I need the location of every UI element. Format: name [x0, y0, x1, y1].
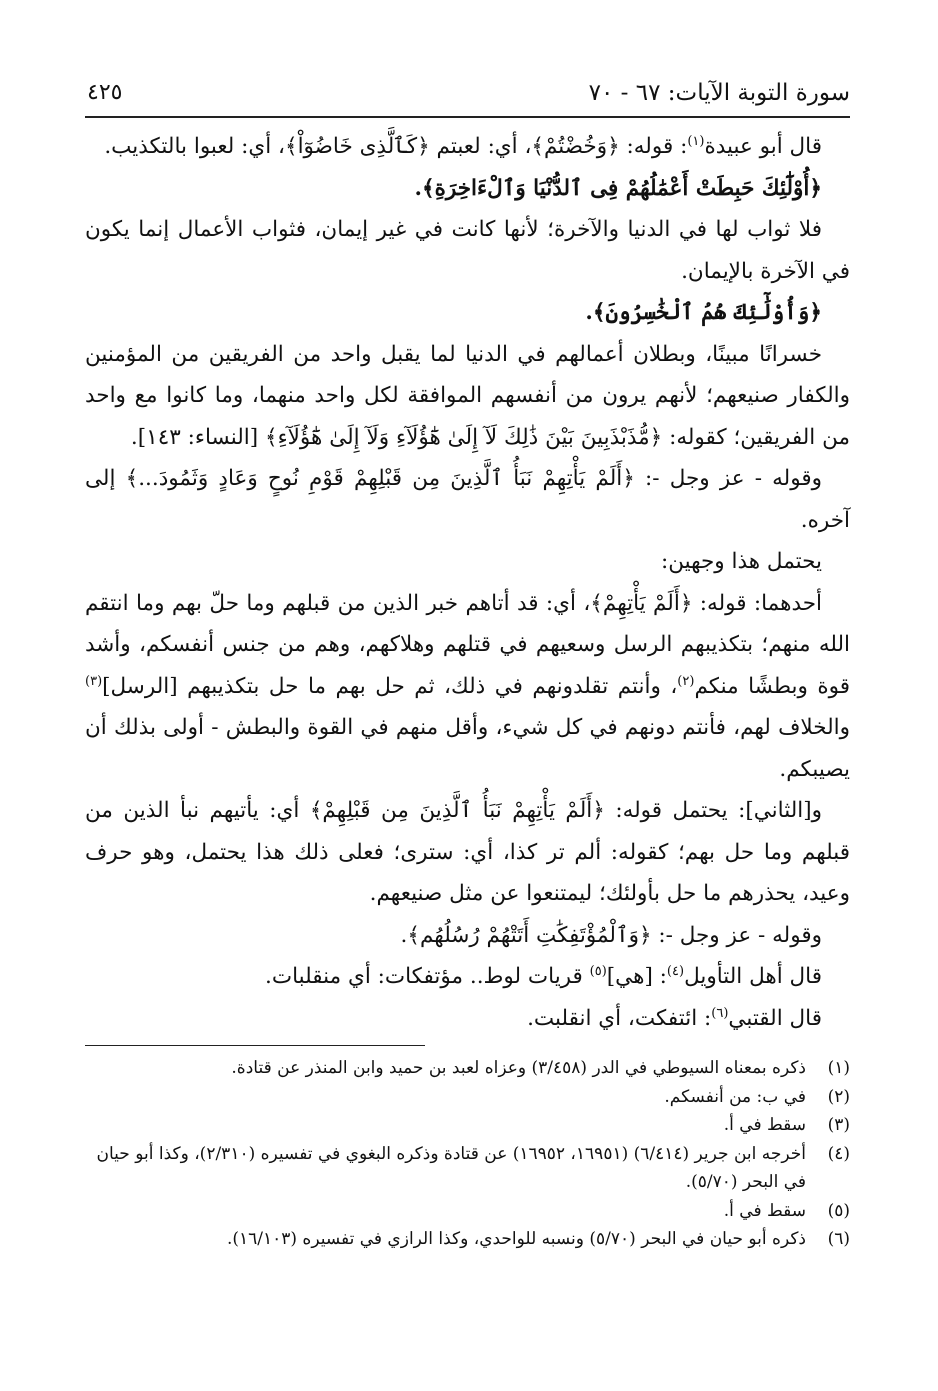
- running-title: سورة التوبة الآيات: ٦٧ - ٧٠: [588, 80, 850, 106]
- quran-verse: ﴿وَأُوْلَٰٓئِكَ هُمُ ٱلْخَٰسِرُونَ﴾.: [585, 300, 822, 325]
- quran-verse: ﴿أُوْلَٰٓئِكَ حَبِطَتْ أَعْمَٰلُهُمْ فِى ٱلدُّنْيَا وَٱلْءَاخِرَةِ﴾.: [414, 175, 822, 201]
- footnote-number: (٦): [827, 1229, 850, 1249]
- footnote-ref[interactable]: (٦): [711, 1005, 729, 1021]
- footnote-item: [85, 1197, 850, 1226]
- paragraph: أحدهما: قوله: ﴿أَلَمْ يَأْتِهِمْ﴾، أي: قد أتاهم خبر الذين من قبلهم وما حلّ بهم وما انتقم الله منهم؛ بتكذيبهم الرسل وسعيهم في قتلهم وهلاكهم، وهم من جنس أنفسكم، وأشد قوة وبطشًا منكم$^{(٢)}$، وأنتم تقلدونهم في ذلك، ثم حل بهم ما حل بتكذيبهم [الرسل]$^{(٣)}$ والخلاف لهم، فأنتم دونهم في كل شيء، وأقل منهم في القوة والبطش - أولى بذلك أن يصيبكم.: [85, 590, 850, 782]
- paragraph: قال أبو عبيدة$^{(١)}$: قوله: ﴿وَخُضْتُمْ﴾، أي: لعبتم ﴿كَٱلَّذِى خَاضُوٓاْ﴾، أي: لعبوا بالتكذيب.: [104, 133, 822, 159]
- paragraph: وقوله - عز وجل -: ﴿وَٱلْمُؤْتَفِكَٰتِ أَتَتْهُمْ رُسُلُهُم﴾.: [400, 922, 822, 948]
- footnote-text: ذكره أبو حيان في البحر (٥/٧٠) ونسبه للواحدي، وكذا الرازي في تفسيره (١٦/١٠٣).: [226, 1229, 806, 1249]
- footnote-text: ذكره بمعناه السيوطي في الدر (٣/٤٥٨) وعزاه لعبد بن حميد وابن المنذر عن قتادة.: [231, 1058, 806, 1078]
- footnote-text: سقط في أ.: [723, 1200, 806, 1221]
- footnote-text: في ب: من أنفسكم.: [664, 1086, 806, 1107]
- paragraph: و[الثاني]: يحتمل قوله: ﴿أَلَمْ يَأْتِهِمْ نَبَأُ ٱلَّذِينَ مِن قَبْلِهِمْ﴾ أي: يأتيهم نبأ الذين من قبلهم وما حل بهم؛ كقوله: ألم تر كذا، أي: سترى؛ فعلى ذلك هذا يحتمل، وهو حرف وعيد، يحذرهم ما حل بأولئك؛ ليمتنعوا عن مثل صنيعهم.: [85, 798, 850, 906]
- page-header: [85, 70, 850, 118]
- footnote-number: (٥): [827, 1200, 850, 1221]
- footnote-ref[interactable]: (٤): [666, 963, 685, 979]
- main-text: [85, 126, 850, 1039]
- footnote-ref[interactable]: (٥): [589, 963, 607, 979]
- footnote-ref[interactable]: (٢): [677, 673, 695, 689]
- footnote-number: (٣): [827, 1115, 850, 1135]
- footnote-ref[interactable]: (٣): [85, 673, 103, 689]
- footnote-item: [85, 1111, 850, 1140]
- footnote-number: (٢): [827, 1086, 850, 1107]
- footnote-number: (٤): [827, 1143, 850, 1164]
- footnotes: [85, 1054, 850, 1254]
- book-page: [85, 70, 850, 1370]
- page-number: ٤٢٥: [87, 80, 123, 105]
- footnote-separator: [85, 1045, 425, 1046]
- paragraph: قال أهل التأويل$^{(٤)}$: [هي]$^{(٥)}$ قريات لوط.. مؤتفكات: أي منقلبات.: [265, 963, 822, 989]
- footnote-number: (١): [827, 1058, 850, 1078]
- paragraph: خسرانًا مبينًا، وبطلان أعمالهم في الدنيا لما يقبل واحد من الفريقين من المؤمنين والكفار صنيعهم؛ لأنهم يرون من أنفسهم الموافقة لكل واحد منهما، وما كانوا مع واحد من الفريقين؛ كقوله: ﴿مُّذَبْذَبِينَ بَيْنَ ذَٰلِكَ لَآ إِلَىٰ هَٰٓؤُلَآءِ وَلَآ إِلَىٰ هَٰٓؤُلَآءِ﴾ [النساء: ١٤٣].: [85, 341, 850, 450]
- paragraph: فلا ثواب لها في الدنيا والآخرة؛ لأنها كانت في غير إيمان، فثواب الأعمال إنما يكون في الآخرة بالإيمان.: [85, 217, 850, 284]
- footnote-item: [85, 1054, 850, 1083]
- footnote-text: سقط في أ.: [723, 1115, 806, 1135]
- footnote-item: [85, 1225, 850, 1254]
- footnote-item: [85, 1140, 850, 1197]
- footnote-item: [85, 1083, 850, 1112]
- paragraph: يحتمل هذا وجهين:: [660, 549, 822, 574]
- paragraph: قال القتبي$^{(٦)}$: ائتفكت، أي انقلبت.: [527, 1005, 822, 1031]
- footnote-ref[interactable]: (١): [687, 133, 705, 149]
- paragraph: وقوله - عز وجل -: ﴿أَلَمْ يَأْتِهِمْ نَبَأُ ٱلَّذِينَ مِن قَبْلِهِمْ قَوْمِ نُوحٍ وَعَادٍ وَثَمُودَ...﴾ إلى آخره.: [85, 466, 850, 533]
- footnote-text: أخرجه ابن جرير (٦/٤١٤) (١٦٩٥١، ١٦٩٥٢) عن قتادة وذكره البغوي في تفسيره (٢/٣١٠)، وكذا أبو حيان في البحر (٥/٧٠).: [96, 1143, 806, 1192]
